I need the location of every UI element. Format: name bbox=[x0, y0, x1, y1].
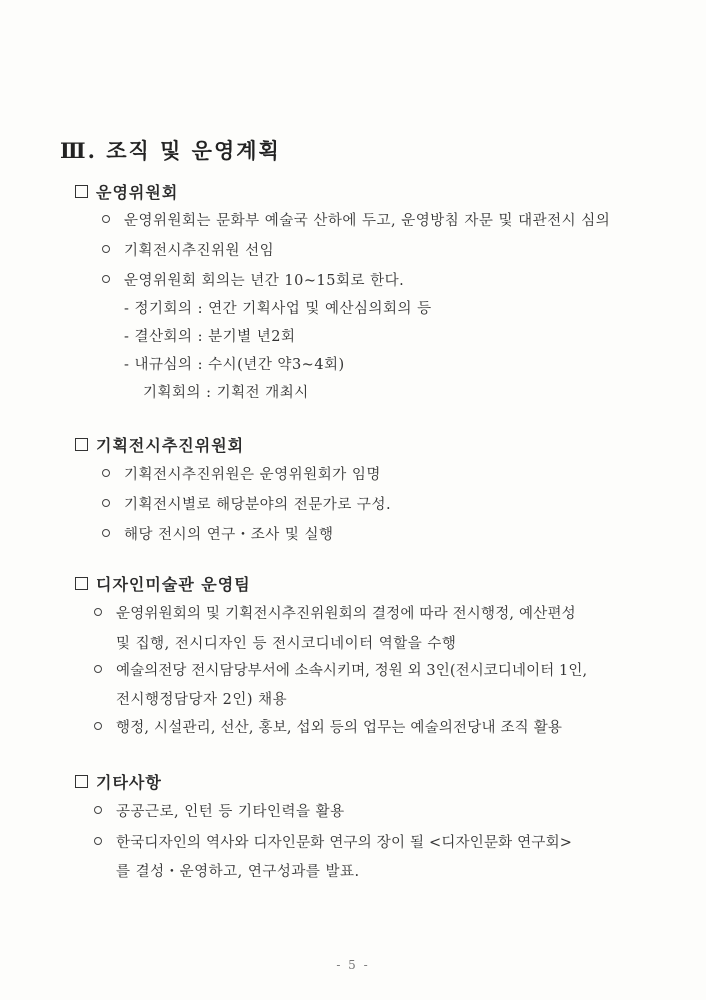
circle-bullet-icon bbox=[102, 215, 110, 223]
list-item: 기획전시추진위원은 운영위원회가 임명 bbox=[124, 467, 381, 483]
list-item: 운영위원회는 문화부 예술국 산하에 두고, 운영방침 자문 및 대관전시 심의 bbox=[124, 213, 611, 229]
sub-item: 기획회의 : 기획전 개최시 bbox=[143, 385, 309, 401]
list-item-continued: 전시행정담당자 2인) 채용 bbox=[116, 692, 288, 708]
section-heading: 운영위원회 bbox=[75, 180, 178, 203]
circle-bullet-icon bbox=[102, 275, 110, 283]
circle-bullet-icon bbox=[102, 499, 110, 507]
circle-bullet-icon bbox=[102, 469, 110, 477]
page-number: - 5 - bbox=[336, 958, 370, 972]
checkbox-square-icon bbox=[75, 185, 88, 198]
list-item: 행정, 시설관리, 선산, 홍보, 섭외 등의 업무는 예술의전당내 조직 활용 bbox=[116, 720, 563, 736]
checkbox-square-icon bbox=[75, 438, 88, 451]
section-heading: 기획전시추진위원회 bbox=[75, 433, 244, 456]
list-item: 운영위원회 회의는 년간 10~15회로 한다. bbox=[124, 273, 405, 289]
circle-bullet-icon bbox=[94, 837, 102, 845]
sub-item: - 정기회의 : 연간 기획사업 및 예산심의회의 등 bbox=[124, 301, 432, 317]
section-heading: 디자인미술관 운영팀 bbox=[75, 572, 251, 595]
sub-item: - 내규심의 : 수시(년간 약3~4회) bbox=[124, 357, 345, 373]
page-title: Ⅲ. 조직 및 운영계획 bbox=[60, 138, 281, 163]
circle-bullet-icon bbox=[94, 665, 102, 673]
circle-bullet-icon bbox=[102, 529, 110, 537]
list-item-continued: 및 집행, 전시디자인 등 전시코디네이터 역할을 수행 bbox=[116, 636, 457, 652]
circle-bullet-icon bbox=[94, 722, 102, 730]
list-item: 한국디자인의 역사와 디자인문화 연구의 장이 될 <디자인문화 연구회> bbox=[116, 835, 573, 851]
circle-bullet-icon bbox=[102, 245, 110, 253]
list-item: 기획전시추진위원 선임 bbox=[124, 243, 275, 259]
list-item-continued: 를 결성・운영하고, 연구성과를 발표. bbox=[116, 864, 360, 880]
list-item: 예술의전당 전시담당부서에 소속시키며, 정원 외 3인(전시코디네이터 1인, bbox=[116, 663, 588, 679]
list-item: 해당 전시의 연구・조사 및 실행 bbox=[124, 527, 334, 543]
circle-bullet-icon bbox=[94, 608, 102, 616]
circle-bullet-icon bbox=[94, 806, 102, 814]
section-heading: 기타사항 bbox=[75, 770, 162, 793]
checkbox-square-icon bbox=[75, 775, 88, 788]
list-item: 공공근로, 인턴 등 기타인력을 활용 bbox=[116, 804, 345, 820]
list-item: 기획전시별로 해당분야의 전문가로 구성. bbox=[124, 497, 392, 513]
sub-item: - 결산회의 : 분기별 년2회 bbox=[124, 329, 296, 345]
list-item: 운영위원회의 및 기획전시추진위원회의 결정에 따라 전시행정, 예산편성 bbox=[116, 606, 576, 622]
checkbox-square-icon bbox=[75, 577, 88, 590]
